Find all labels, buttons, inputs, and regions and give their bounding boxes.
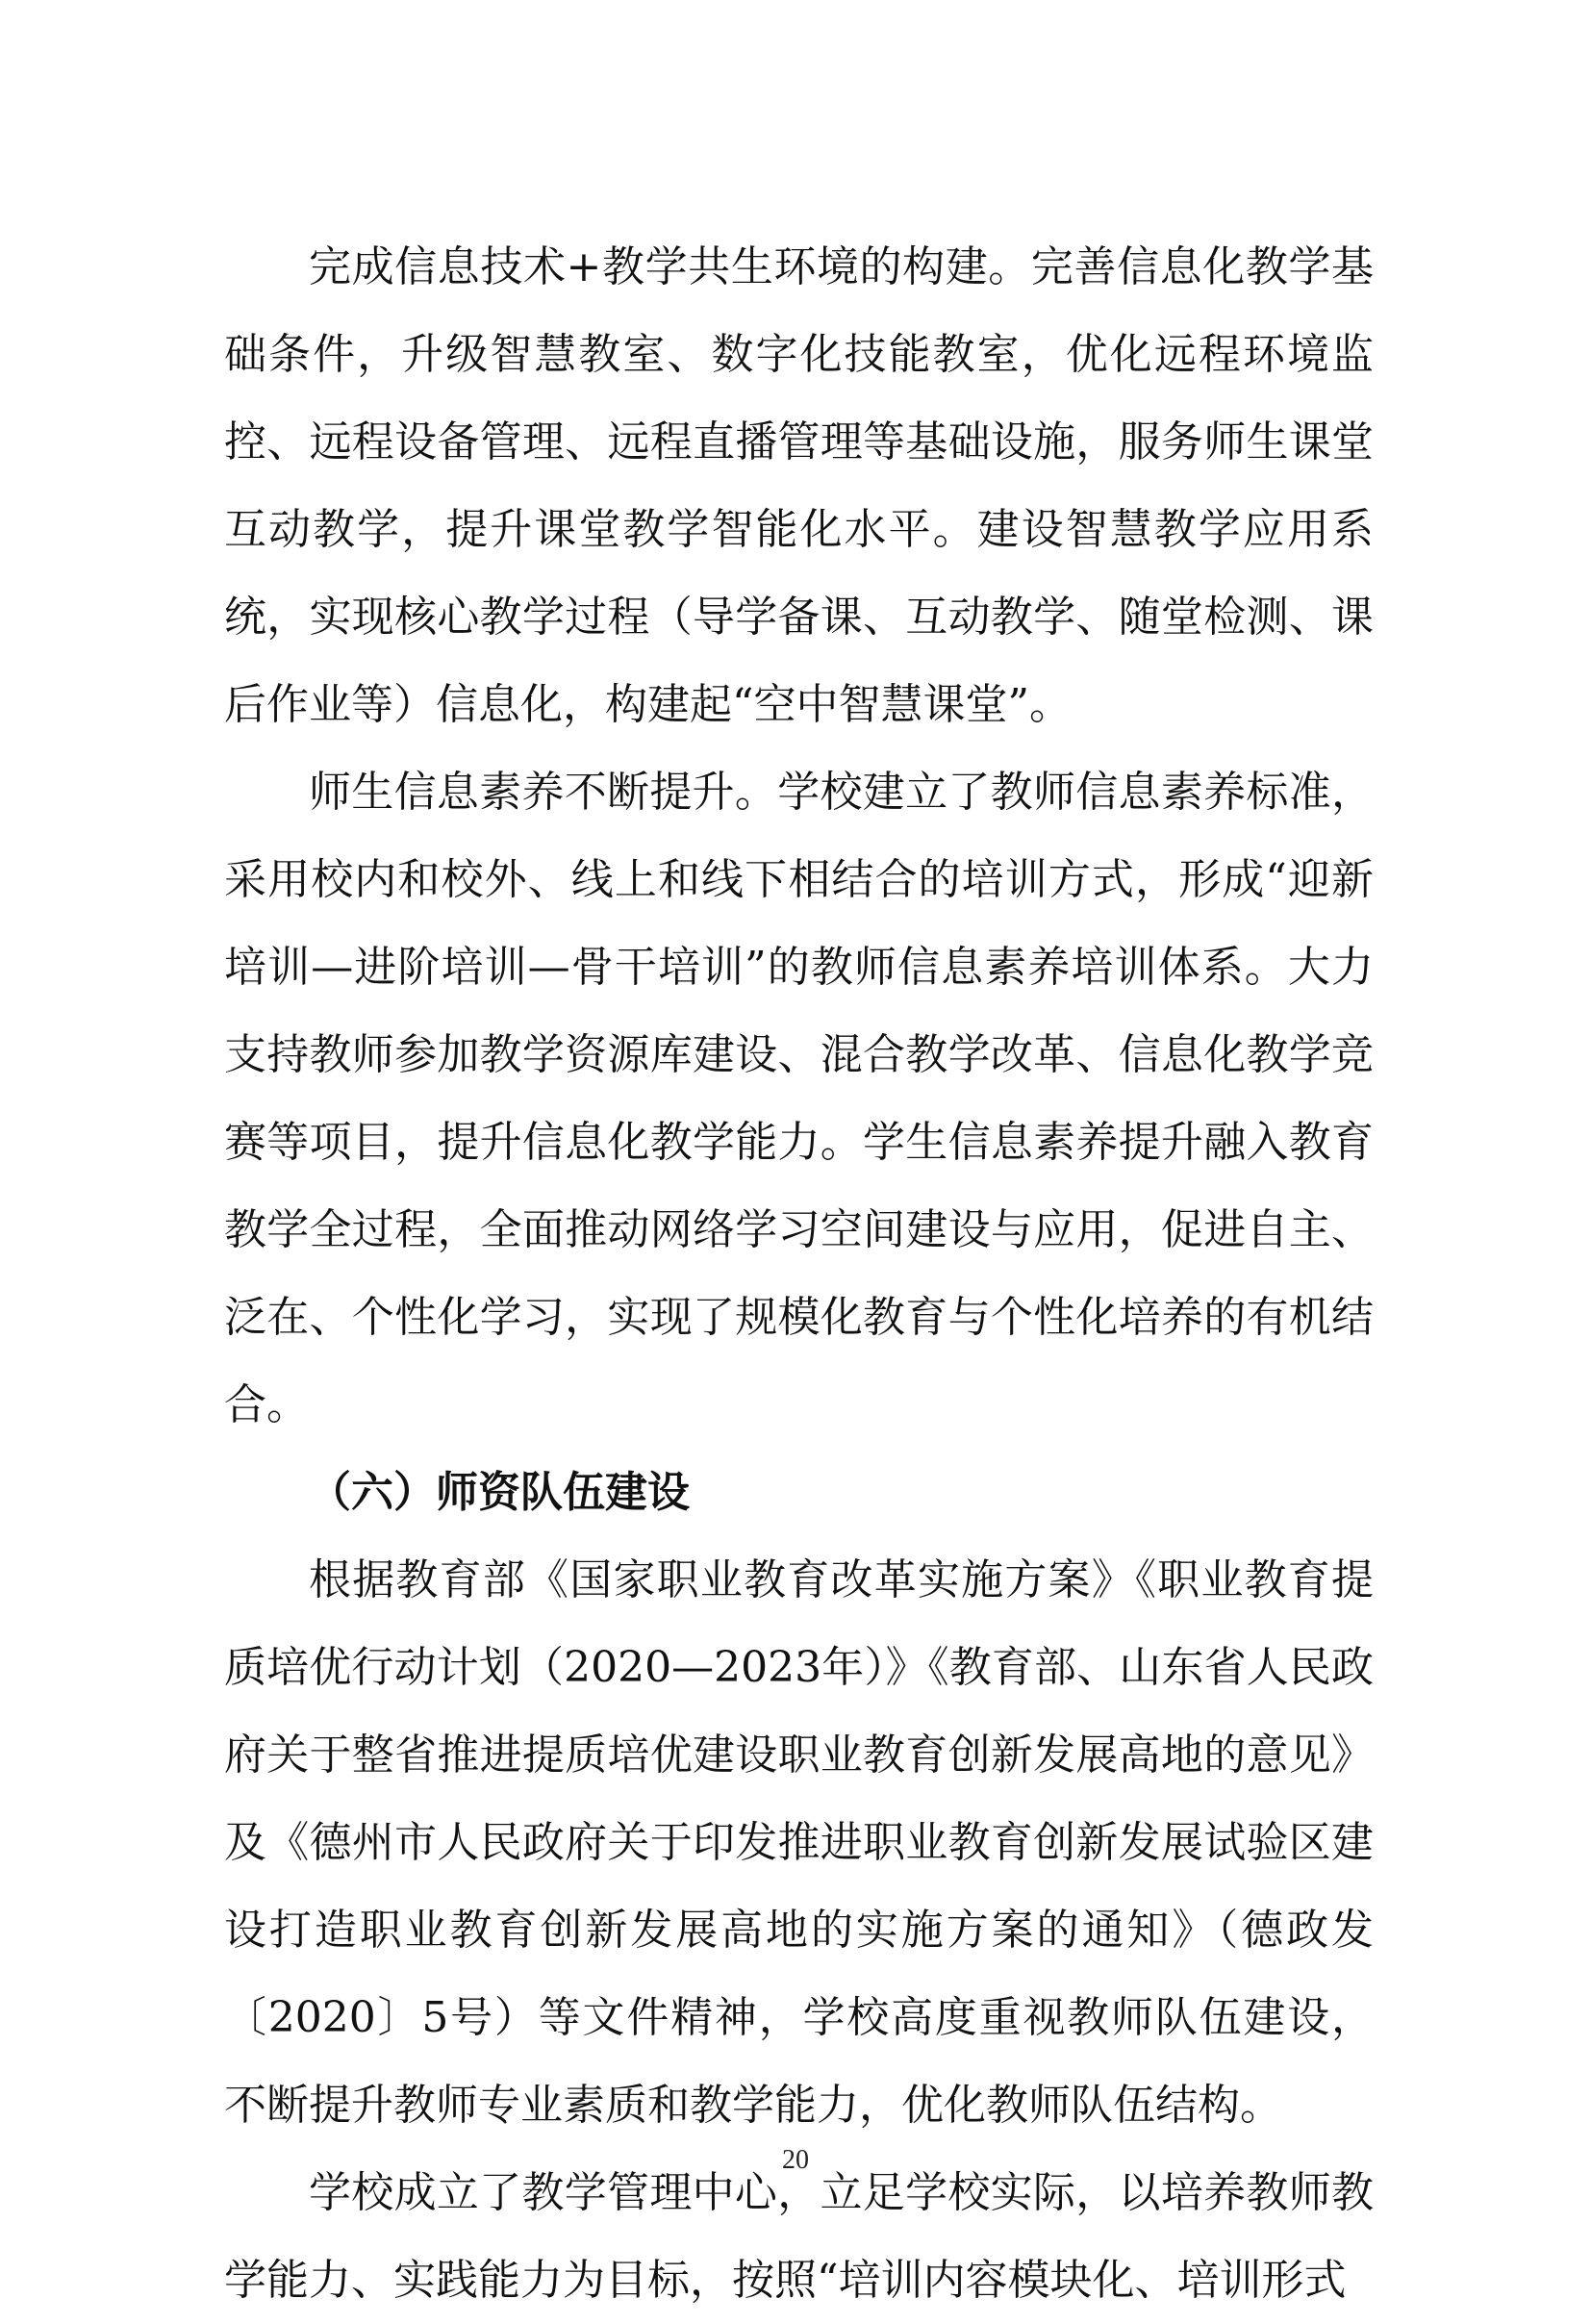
page-number: 20: [782, 2145, 809, 2175]
paragraph-teaching-environment: 完成信息技术+教学共生环境的构建。完善信息化教学基础条件，升级智慧教室、数字化技能教室，优化远程环境监控、远程设备管理、远程直播管理等基础设施，服务师生课堂互动教学，提升课堂教学智能化水平。建设智慧教学应用系统，实现核心教学过程（导学备课、互动教学、随堂检测、课后作业等）信息化，构建起“空中智慧课堂”。: [224, 242, 1374, 729]
paragraph-policy-basis: 根据教育部《国家职业教育改革实施方案》《职业教育提质培优行动计划（2020—2023年）》《教育部、山东省人民政府关于整省推进提质培优建设职业教育创新发展高地的意见》及《德州市人民政府关于印发推进职业教育创新发展试验区建设打造职业教育创新发展高地的实施方案的通知》（德政发〔2020〕5号）等文件精神，学校高度重视教师队伍建设，不断提升教师专业素质和教学能力，优化教师队伍结构。: [224, 1555, 1374, 2130]
paragraph-teaching-center: 学校成立了教学管理中心，立足学校实际，以培养教师教学能力、实践能力为目标，按照“培训内容模块化、培训形式: [224, 2168, 1374, 2305]
document-body: [224, 223, 1374, 2324]
paragraph-information-literacy: 师生信息素养不断提升。学校建立了教师信息素养标准，采用校内和校外、线上和线下相结合的培训方式，形成“迎新培训—进阶培训—骨干培训”的教师信息素养培训体系。大力支持教师参加教学资源库建设、混合教学改革、信息化教学竞赛等项目，提升信息化教学能力。学生信息素养提升融入教育教学全过程，全面推动网络学习空间建设与应用，促进自主、泛在、个性化学习，实现了规模化教育与个性化培养的有机结合。: [224, 768, 1374, 1429]
section-heading-faculty: （六）师资队伍建设: [309, 1468, 690, 1517]
